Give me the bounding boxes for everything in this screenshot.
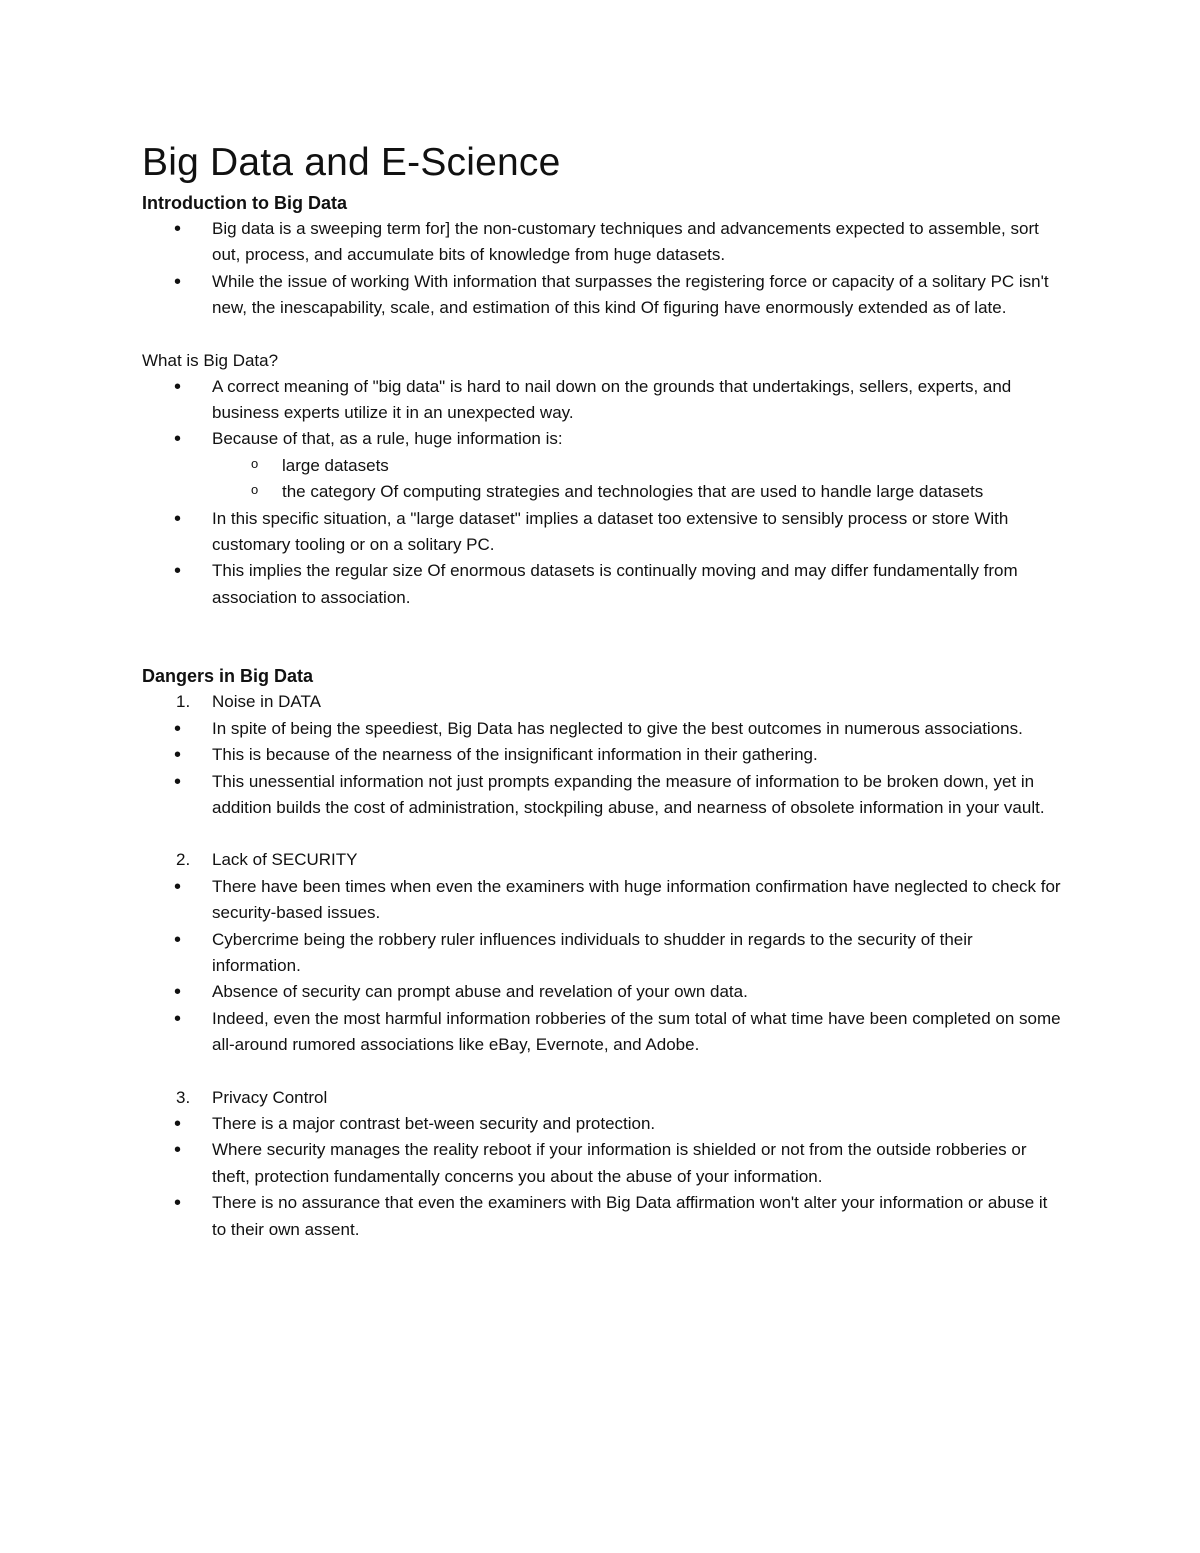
danger-item-3 <box>142 1085 1062 1111</box>
item-label: Lack of SECURITY <box>212 850 358 870</box>
item-label: Privacy Control <box>212 1087 328 1107</box>
danger-item-1 <box>142 689 1062 715</box>
document-body <box>142 140 1062 1243</box>
numbered-item <box>142 847 1062 873</box>
item-number: 2. <box>176 850 191 870</box>
numbered-item <box>142 689 1062 715</box>
list-item: • Indeed, even the most harmful information robberies of the sum total of what time have been completed on some all-around rumored associations like eBay, Evernote, and Adobe. <box>142 1006 1062 1059</box>
paragraph-spacer <box>142 322 1062 348</box>
list-item: • While the issue of working With information that surpasses the registering force or capacity of a solitary PC isn't new, the inescapability, scale, and estimation of this kind Of figuring have enormously extended as of late. <box>142 269 1062 322</box>
sub-list-item: o the category Of computing strategies and technologies that are used to handle large datasets <box>142 479 1062 505</box>
list-item: • Absence of security can prompt abuse and revelation of your own data. <box>142 979 1062 1005</box>
paragraph-spacer <box>142 821 1062 847</box>
list-item: • This implies the regular size Of enormous datasets is continually moving and may differ fundamentally from association to association. <box>142 558 1062 611</box>
section-heading-dangers: Dangers in Big Data <box>142 666 314 687</box>
danger-3-bullet-list <box>142 1111 1062 1243</box>
list-item: • This unessential information not just prompts expanding the measure of information to be broken down, yet in addition builds the cost of administration, stockpiling abuse, and nearness of obsolete information in your vault. <box>142 769 1062 822</box>
sub-list-item: o large datasets <box>142 453 1062 479</box>
list-item: • In spite of being the speediest, Big Data has neglected to give the best outcomes in numerous associations. <box>142 716 1062 742</box>
list-item: • A correct meaning of "big data" is hard to nail down on the grounds that undertakings, sellers, experts, and business experts utilize it in an unexpected way. <box>142 374 1062 427</box>
numbered-item <box>142 1085 1062 1111</box>
item-number: 3. <box>176 1087 191 1107</box>
paragraph-spacer <box>142 611 1062 663</box>
list-item: • Big data is a sweeping term for] the non-customary techniques and advancements expected to assemble, sort out, process, and accumulate bits of knowledge from huge datasets. <box>142 216 1062 269</box>
list-item: • There is no assurance that even the examiners with Big Data affirmation won't alter your information or abuse it to their own assent. <box>142 1190 1062 1243</box>
list-item: • Because of that, as a rule, huge information is: <box>142 426 1062 452</box>
list-item: • Cybercrime being the robbery ruler influences individuals to shudder in regards to the security of their information. <box>142 927 1062 980</box>
what-is-bullet-list <box>142 374 1062 612</box>
document-title: Big Data and E-Science <box>142 141 561 184</box>
list-item: • There have been times when even the examiners with huge information confirmation have neglected to check for security-based issues. <box>142 874 1062 927</box>
section-heading-intro: Introduction to Big Data <box>142 193 347 213</box>
paragraph-spacer <box>142 1059 1062 1085</box>
list-item: • There is a major contrast bet-ween security and protection. <box>142 1111 1062 1137</box>
list-item: • This is because of the nearness of the insignificant information in their gathering. <box>142 742 1062 768</box>
intro-bullet-list <box>142 216 1062 322</box>
item-label: Noise in DATA <box>212 692 321 712</box>
section-heading-what-is: What is Big Data? <box>142 350 279 370</box>
item-number: 1. <box>176 692 191 712</box>
list-item: • In this specific situation, a "large dataset" implies a dataset too extensive to sensibly process or store With customary tooling or on a solitary PC. <box>142 506 1062 559</box>
list-item: • Where security manages the reality reboot if your information is shielded or not from the outside robberies or theft, protection fundamentally concerns you about the abuse of your information. <box>142 1137 1062 1190</box>
danger-item-2 <box>142 847 1062 873</box>
danger-2-bullet-list <box>142 874 1062 1059</box>
danger-1-bullet-list <box>142 716 1062 822</box>
